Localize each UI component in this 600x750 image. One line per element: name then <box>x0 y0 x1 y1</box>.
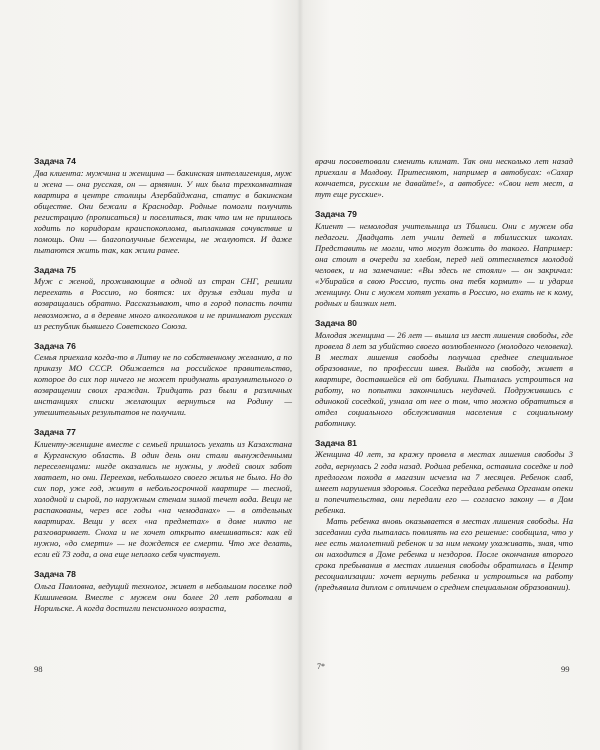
task-text <box>34 439 292 561</box>
task-text <box>34 581 292 614</box>
task-title: Задача 78 <box>34 569 76 580</box>
task-title: Задача 74 <box>34 156 76 166</box>
task-block <box>34 427 292 560</box>
task-title: Задача 81 <box>315 437 357 448</box>
task-paragraph: Клиент — немолодая учительница из Тбилиси. Они с мужем оба педагоги. Двадцать лет учили детей в тбилисских школах. Представить не могли, что могут дожить до такого. Например: она стоит в очереди за хлебом, перед ней оттесняется молодой человек, и на замечание: «Вы здесь не стояли» — он закричал: «Убирайся в свою Россию, пусть она тебя кормит» — и ударил женщину. Они с мужем хотят уехать в Россию, но ехать не к кому, родных и близких нет. <box>315 220 573 309</box>
task-text <box>34 168 292 256</box>
task-paragraph: Ольга Павловна, ведущий технолог, живет в небольшом поселке под Кишиневом. Вместе с мужем они более 20 лет работали в Норильске. А когда достигли пенсионного возраста, <box>34 580 292 613</box>
task-paragraph: Молодая женщина — 26 лет — вышла из мест лишения свободы, где провела 8 лет за убийство своего возлюбленного (молодого человека). В местах лишения свободы получила среднее специальное образование, по профессии швея. Выйдя на свободу, живет в квартире, доставшейся ей от бабушки. Пыталась устроиться на работу, но попытки закончились неудачей. Подружившись с одинокой соседкой, узнала от нее о том, что можно обратиться в отдел социального обслуживания населения с социальному работнику. <box>315 329 573 428</box>
task-title: Задача 80 <box>315 318 357 329</box>
task-text <box>34 276 292 331</box>
task-paragraph: Мать ребенка вновь оказывается в местах лишения свободы. На заседании суда пыталась повлиять на его решение: сообщила, что у нее есть малолетний ребенок и за ним некому ухаживать, зная, что он находится в Доме ребенка и нездоров. После окончания второго срока пребывания в местах лишения свободы обратилась в Центр ресоциализации: хочет вернуть ребенка и устроиться на работу (предъявила диплом с отличием о среднем специальном образовании). <box>315 515 573 593</box>
task-block <box>315 209 573 309</box>
task-paragraph: Женщина 40 лет, за кражу провела в местах лишения свободы 3 года, вернулась 2 года назад. Родила ребенка, оставила соседке и под предлогом похода в магазин исчезла на 7 месяцев. Ребенок слаб, имеет нарушения здоровья. Соседка передала ребенка Органам опеки и попечительства, они передали его — согласно закону — в Дом ребенка. <box>315 449 573 515</box>
task-text <box>315 221 573 309</box>
signature-mark: 7* <box>317 662 325 671</box>
task-block <box>315 318 573 429</box>
task-title: Задача 75 <box>34 264 76 275</box>
task-text <box>315 449 573 593</box>
task-block <box>34 569 292 614</box>
task-text <box>34 352 292 418</box>
continuation-text: врачи посоветовали сменить климат. Так они несколько лет назад приехали в Молдову. Притесняют, например в автобусах: «Сахар кончается, русским не давайте!», а автобусе: «Свои нет мест, а тут еще русские». <box>315 156 573 200</box>
left-page-number: 98 <box>34 664 43 674</box>
task-title: Задача 79 <box>315 209 357 220</box>
right-page-text <box>315 156 573 602</box>
task-block <box>315 438 573 593</box>
task-text <box>315 330 573 429</box>
right-page-number: 99 <box>561 664 570 674</box>
left-page-text <box>34 156 292 623</box>
task-block <box>34 341 292 419</box>
task-block <box>34 156 292 256</box>
task-block <box>34 265 292 332</box>
task-title: Задача 76 <box>34 340 76 351</box>
task-paragraph: Клиенту-женщине вместе с семьей пришлось уехать из Казахстана в Курганскую область. В один день они стали вынужденными переселенцами: нигде оказались не нужны, у людей своих забот хватает, но они. Переехав, небольшого своего жилья не было. Но до сих пор, уже год, живут в небольгосрочной квартире — тесной, холодной и сырой, по наружным стенам зимой течет вода. Вещи не распакованы, через все годы «на чемоданах» — в отдельных квартирах. Вещи у всех «на предметах» в доме никто не разговаривает. Сноха и не хочет открыто вмешиваться: как ей нужно, «до смерти» — не дождется ее смерти. Что же делать, если ей 73 года, а она еще неплохо себя чувствует. <box>34 438 292 560</box>
task-paragraph: Семья приехала когда-то в Литву не по собственному желанию, а по приказу МО СССР. Обижается на российское правительство, которое до сих пор ничего не может придумать вразумительного о возвращении своих граждан. Тридцать раз были в различных инстанциях списки желающих вернуться на Родину — утешительных результатов не получили. <box>34 352 292 418</box>
task-paragraph: Муж с женой, проживающие в одной из стран СНГ, решили переехать в Россию, но боятся: их друзья ездили туда и возвращались обратно. Рассказывают, что в город попасть почти невозможно, а в деревне много алкоголиков и не принимают русских из республик бывшего Советского Союза. <box>34 276 292 331</box>
task-paragraph: Два клиента: мужчина и женщина — бакинская интеллигенция, муж и жена — она русская, он — армянин. У них была трехкомнатная квартира в центре столицы Азербайджана, статус в бакинском обществе. Они бежали в Краснодар. Родные помогли получить регистрацию (прописаться) и поселиться, так что им не пришлось ходить по коридорам краиспокоплома, выплакивая сочувствие и помощь. Они — благополучные беженцы, не жалуются. И даже пытаются жить так, как жили ранее. <box>34 167 292 255</box>
continuation-block <box>315 156 573 200</box>
task-title: Задача 77 <box>34 427 76 438</box>
